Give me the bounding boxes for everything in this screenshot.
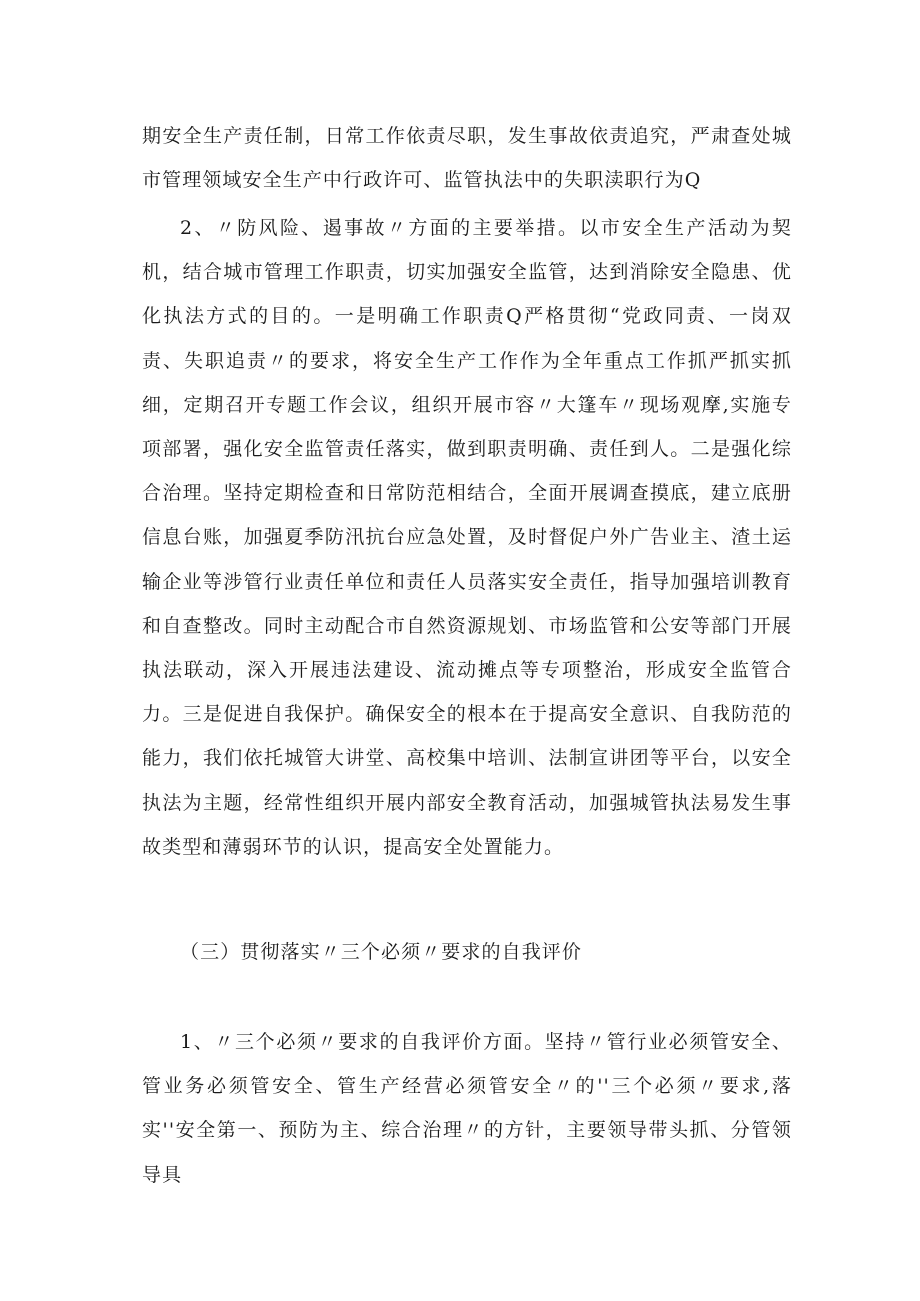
paragraph-responsibility-system: 期安全生产责任制，日常工作依责尽职，发生事故依责追究，严肃查处城市管理领域安全生产中行政许可、监管执法中的失职渎职行为Q: [142, 125, 792, 192]
section-heading-three-musts: （三）贯彻落实〃三个必须〃要求的自我评价: [180, 941, 583, 963]
paragraph-risk-prevention-measures: 2、〃防风险、遏事故〃方面的主要举措。以市安全生产活动为契机，结合城市管理工作职责，切实加强安全监管，达到消除安全隐患、优化执法方式的目的。一是明确工作职责Q严格贯彻“党政同责、一岗双责、失职追责〃的要求，将安全生产工作作为全年重点工作抓严抓实抓细，定期召开专题工作会议，组织开展市容〃大篷车〃现场观摩,实施专项部署，强化安全监管责任落实，做到职责明确、责任到人。二是强化综合治理。坚持定期检查和日常防范相结合，全面开展调查摸底，建立底册信息台账，加强夏季防汛抗台应急处置，及时督促户外广告业主、渣土运输企业等涉管行业责任单位和责任人员落实安全责任，指导加强培训教育和自查整改。同时主动配合市自然资源规划、市场监管和公安等部门开展执法联动，深入开展违法建设、流动摊点等专项整治，形成安全监管合力。三是促进自我保护。确保安全的根本在于提高安全意识、自我防范的能力，我们依托城管大讲堂、高校集中培训、法制宣讲团等平台，以安全执法为主题，经常性组织开展内部安全教育活动，加强城管执法易发生事故类型和薄弱环节的认识，提高安全处置能力。: [142, 217, 792, 858]
paragraph-three-musts-evaluation: 1、〃三个必须〃要求的自我评价方面。坚持〃管行业必须管安全、管业务必须管安全、管生产经营必须管安全〃的''三个必须〃要求,落实''安全第一、预防为主、综合治理〃的方针，主要领导带头抓、分管领导具: [142, 1031, 792, 1186]
